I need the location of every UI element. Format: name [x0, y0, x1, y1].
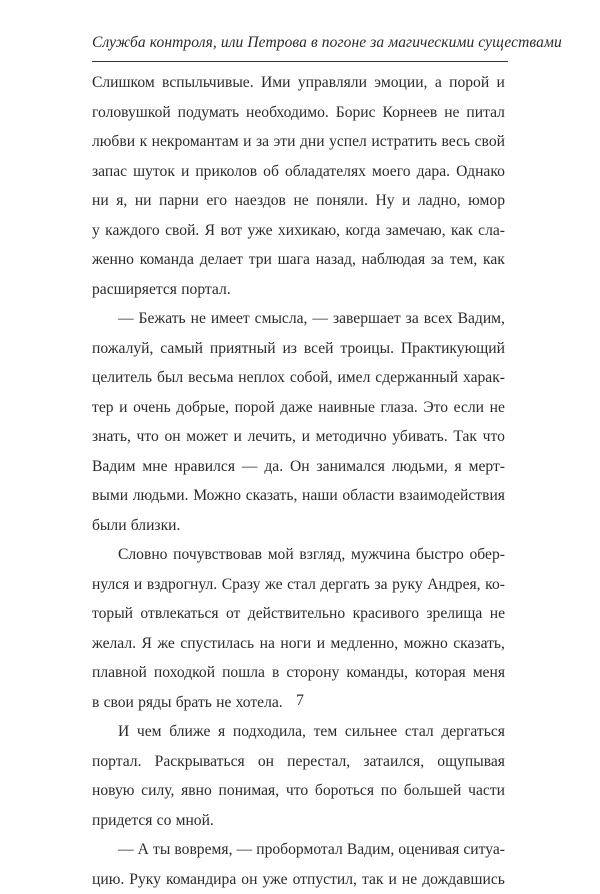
text-line: женно команда делает три шага назад, наблюдая за тем, как: [92, 245, 505, 275]
body-text: [92, 68, 505, 894]
text-line: портал. Раскрываться он перестал, затаился, ощупывая: [92, 747, 505, 777]
text-line: целитель был весьма неплох собой, имел сдержанный харак-: [92, 363, 505, 393]
text-line: нулся и вздрогнул. Сразу же стал дергать за руку Андрея, ко-: [92, 570, 505, 600]
text-line: любви к некромантам и за эти дни успел истратить весь свой: [92, 127, 505, 157]
text-line: расширяется портал.: [92, 275, 505, 305]
text-line: И чем ближе я подходила, тем сильнее стал дергаться: [92, 717, 505, 747]
text-line: запас шуток и приколов об обладателях моего дара. Однако: [92, 157, 505, 187]
text-line: пожалуй, самый приятный из всей троицы. Практикующий: [92, 334, 505, 364]
header-rule: [92, 61, 508, 62]
text-line: ни я, ни парни его наездов не поняли. Ну и ладно, юмор: [92, 186, 505, 216]
text-line: выми людьми. Можно сказать, наши области взаимодействия: [92, 481, 505, 511]
text-line: Словно почувствовав мой взгляд, мужчина быстро обер-: [92, 540, 505, 570]
page-number: 7: [0, 692, 600, 710]
text-line: Вадим мне нравился — да. Он занимался людьми, я мерт-: [92, 452, 505, 482]
text-line: головушкой подумать необходимо. Борис Корнеев не питал: [92, 98, 505, 128]
text-line: Слишком вспыльчивые. Ими управляли эмоции, а порой и: [92, 68, 505, 98]
text-line: плавной походкой пошла в сторону команды, которая меня: [92, 658, 505, 688]
text-line: придется со мной.: [92, 806, 505, 836]
text-line: — Бежать не имеет смысла, — завершает за всех Вадим,: [92, 304, 505, 334]
text-line: у каждого свой. Я вот уже хихикаю, когда замечаю, как сла-: [92, 216, 505, 246]
text-line: в свои ряды брать не хотела.: [92, 688, 505, 718]
running-title: Служба контроля, или Петрова в погоне за магическими существами: [92, 34, 508, 52]
text-line: — А ты вовремя, — пробормотал Вадим, оценивая ситуа-: [92, 835, 505, 865]
text-line: были близки.: [92, 511, 505, 541]
text-line: желал. Я же спустилась на ноги и медленно, можно сказать,: [92, 629, 505, 659]
text-line: тер и очень добрые, порой даже наивные глаза. Это если не: [92, 393, 505, 423]
text-line: знать, что он может и лечить, и методично убивать. Так что: [92, 422, 505, 452]
text-line: торый отвлекаться от действительно красивого зрелища не: [92, 599, 505, 629]
text-line: новую силу, явно понимая, что бороться по большей части: [92, 776, 505, 806]
text-line: цию. Руку командира он уже отпустил, так и не дождавшись: [92, 865, 505, 894]
